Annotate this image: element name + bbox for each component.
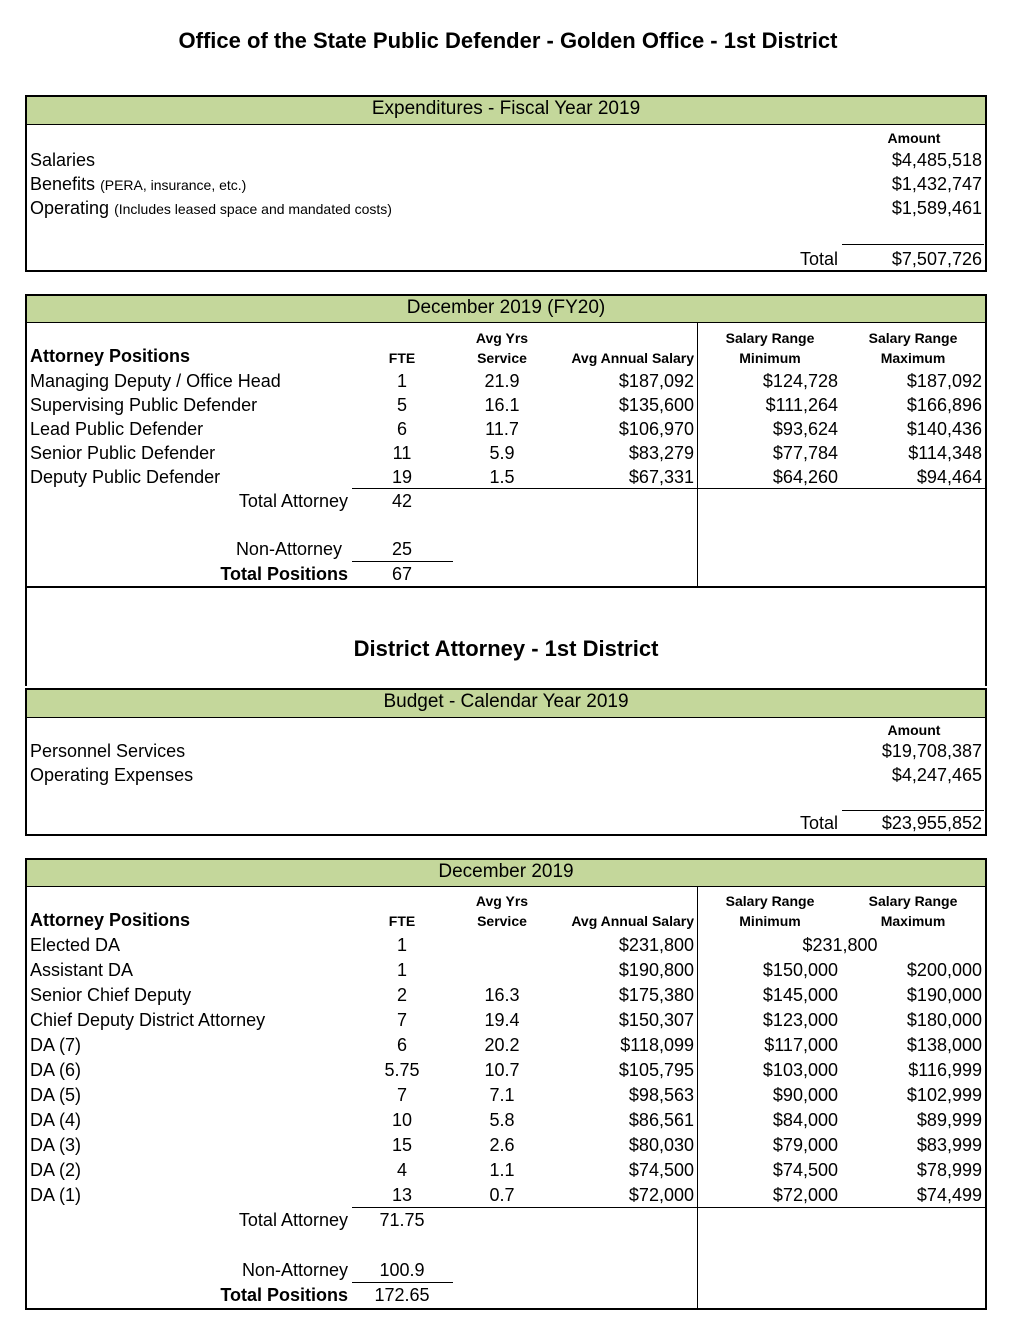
- da-total-attorney-value: 71.75: [379, 1210, 425, 1230]
- position-name: DA (5): [30, 1085, 82, 1105]
- avg-yrs-value: 1.1: [489, 1160, 515, 1180]
- avg-yrs-value: 2.6: [489, 1135, 515, 1155]
- avg-salary-value: $72,000: [628, 1185, 694, 1205]
- osp-non-attorney-label: Non-Attorney: [235, 539, 342, 559]
- osp-hdr-avgyrs-1: Avg Yrs: [475, 330, 529, 346]
- avg-salary-value: $98,563: [628, 1085, 694, 1105]
- osp-exp-amount-operating: $1,589,461: [891, 198, 982, 218]
- position-name: Senior Public Defender: [30, 443, 216, 463]
- position-name: DA (4): [30, 1110, 82, 1130]
- avg-yrs-value: 10.7: [484, 1060, 520, 1080]
- osp-expenditures-banner: Expenditures - Fiscal Year 2019: [27, 97, 985, 124]
- position-name: Supervising Public Defender: [30, 395, 258, 415]
- avg-yrs-value: 11.7: [485, 419, 519, 439]
- salary-max-value: $74,499: [916, 1185, 982, 1205]
- osp-hdr-avg-salary: Avg Annual Salary: [571, 350, 694, 366]
- da-budget-banner: Budget - Calendar Year 2019: [27, 690, 985, 717]
- avg-yrs-value: 5.9: [489, 443, 515, 463]
- da-hdr-max-2: Maximum: [880, 913, 946, 929]
- salary-min-value: $74,500: [772, 1160, 838, 1180]
- avg-salary-value: $105,795: [618, 1060, 694, 1080]
- salary-min-value: $90,000: [772, 1085, 838, 1105]
- osp-exp-operating: [30, 197, 392, 219]
- position-name: DA (2): [30, 1160, 82, 1180]
- salary-min-value: $150,000: [762, 960, 838, 980]
- salary-min-value: $64,260: [772, 467, 838, 487]
- avg-yrs-value: 5.8: [489, 1110, 515, 1130]
- avg-salary-value: $118,099: [620, 1035, 694, 1055]
- salary-min-value: $84,000: [772, 1110, 838, 1130]
- avg-yrs-value: 16.3: [484, 985, 520, 1005]
- avg-salary-value: $86,561: [628, 1110, 694, 1130]
- avg-salary-value: $150,307: [618, 1010, 694, 1030]
- salary-max-value: $102,999: [906, 1085, 982, 1105]
- avg-yrs-value: 1.5: [489, 467, 515, 487]
- osp-hdr-min-2: Minimum: [739, 350, 801, 366]
- avg-yrs-value: 16.1: [484, 395, 520, 415]
- salary-min-value: $117,000: [764, 1035, 838, 1055]
- avg-yrs-value: 0.7: [489, 1185, 515, 1205]
- osp-hdr-avgyrs-2: Service: [477, 350, 527, 366]
- avg-salary-value: $83,279: [628, 443, 694, 463]
- osp-exp-label-salaries: Salaries: [30, 150, 96, 170]
- position-name: Managing Deputy / Office Head: [30, 371, 281, 391]
- salary-min-value: $103,000: [762, 1060, 838, 1080]
- osp-total-attorney-value: 42: [391, 491, 413, 511]
- osp-positions-banner: December 2019 (FY20): [27, 296, 985, 322]
- osp-total-amount: $7,507,726: [891, 249, 982, 269]
- osp-non-attorney-value: 25: [391, 539, 413, 559]
- salary-min-value: $123,000: [762, 1010, 838, 1030]
- fte-value: 2: [396, 985, 407, 1005]
- da-hdr-max-1: Salary Range: [868, 893, 958, 909]
- da-positions-banner: December 2019: [27, 860, 985, 886]
- avg-yrs-value: 7.1: [489, 1085, 515, 1105]
- salary-max-value: $200,000: [906, 960, 982, 980]
- osp-hdr-max-2: Maximum: [880, 350, 946, 366]
- avg-salary-value: $135,600: [618, 395, 694, 415]
- osp-exp-note-benefits: (PERA, insurance, etc.): [100, 177, 247, 193]
- avg-salary-value: $187,092: [618, 371, 694, 391]
- osp-exp-benefits: [30, 173, 246, 195]
- salary-max-value: $140,436: [906, 419, 982, 439]
- salary-min-value: $72,000: [772, 1185, 838, 1205]
- da-total-amount: $23,955,852: [881, 813, 982, 833]
- fte-value: 11: [392, 443, 412, 463]
- da-hdr-avgyrs-2: Service: [477, 913, 527, 929]
- osp-exp-label-benefits: Benefits: [30, 174, 96, 194]
- position-name: Senior Chief Deputy: [30, 985, 192, 1005]
- osp-exp-amount-salaries: $4,485,518: [891, 150, 982, 170]
- page-title: Office of the State Public Defender - Golden Office - 1st District: [178, 28, 838, 53]
- salary-max-value: $190,000: [906, 985, 982, 1005]
- da-hdr-avg-salary: Avg Annual Salary: [571, 913, 694, 929]
- fte-value: 13: [391, 1185, 413, 1205]
- position-name: DA (1): [30, 1185, 82, 1205]
- osp-hdr-positions: Attorney Positions: [30, 346, 191, 366]
- salary-max-value: $187,092: [906, 371, 982, 391]
- da-total-positions-value: 172.65: [374, 1285, 430, 1305]
- fte-value: 6: [396, 419, 407, 439]
- da-non-attorney-label: Non-Attorney: [241, 1260, 348, 1280]
- position-name: Lead Public Defender: [30, 419, 204, 439]
- fte-value: 19: [391, 467, 413, 487]
- da-budget-label-personnel: Personnel Services: [30, 741, 186, 761]
- osp-hdr-max-1: Salary Range: [868, 330, 958, 346]
- fte-value: 1: [396, 371, 407, 391]
- position-name: Chief Deputy District Attorney: [30, 1010, 266, 1030]
- salary-min-value: $93,624: [772, 419, 838, 439]
- salary-min-value: $145,000: [762, 985, 838, 1005]
- position-name: DA (3): [30, 1135, 82, 1155]
- osp-total-positions-label: Total Positions: [220, 564, 348, 584]
- osp-exp-amount-benefits: $1,432,747: [891, 174, 982, 194]
- fte-value: 7: [396, 1010, 407, 1030]
- osp-exp-label-operating: Operating: [30, 198, 110, 218]
- salary-max-value: $138,000: [906, 1035, 982, 1055]
- salary-min-value: $79,000: [772, 1135, 838, 1155]
- da-hdr-min-1: Salary Range: [725, 893, 815, 909]
- avg-salary-value: $80,030: [628, 1135, 694, 1155]
- fte-value: 7: [396, 1085, 407, 1105]
- fte-value: 1: [396, 960, 407, 980]
- osp-amount-header: Amount: [887, 130, 941, 146]
- salary-max-value: $83,999: [916, 1135, 982, 1155]
- da-elected-range: $231,800: [802, 935, 878, 955]
- da-total-positions-label: Total Positions: [220, 1285, 348, 1305]
- fte-value: 1: [396, 935, 407, 955]
- avg-yrs-value: 19.4: [484, 1010, 520, 1030]
- da-hdr-avgyrs-1: Avg Yrs: [475, 893, 529, 909]
- salary-max-value: $89,999: [916, 1110, 982, 1130]
- da-budget-label-operating: Operating Expenses: [30, 765, 194, 785]
- avg-salary-value: $231,800: [618, 935, 694, 955]
- salary-max-value: $180,000: [906, 1010, 982, 1030]
- da-budget-amount-operating: $4,247,465: [891, 765, 982, 785]
- position-name: Deputy Public Defender: [30, 467, 221, 487]
- avg-salary-value: $67,331: [628, 467, 694, 487]
- da-total-attorney-label: Total Attorney: [238, 1210, 348, 1230]
- position-name: DA (6): [30, 1060, 82, 1080]
- osp-total-attorney-label: Total Attorney: [238, 491, 348, 511]
- da-amount-header: Amount: [887, 722, 941, 738]
- fte-value: 5.75: [384, 1060, 420, 1080]
- fte-value: 10: [391, 1110, 413, 1130]
- avg-salary-value: $74,500: [628, 1160, 694, 1180]
- osp-exp-note-operating: (Includes leased space and mandated costs): [114, 201, 392, 217]
- avg-yrs-value: 20.2: [484, 1035, 520, 1055]
- fte-value: 5: [396, 395, 407, 415]
- avg-salary-value: $175,380: [618, 985, 694, 1005]
- osp-total-label: Total: [799, 249, 838, 269]
- position-name: DA (7): [30, 1035, 82, 1055]
- salary-max-value: $78,999: [916, 1160, 982, 1180]
- fte-value: 6: [396, 1035, 407, 1055]
- osp-hdr-fte: FTE: [388, 350, 416, 366]
- osp-total-positions-value: 67: [391, 564, 413, 584]
- position-name: Elected DA: [30, 935, 121, 955]
- salary-min-value: $77,784: [772, 443, 838, 463]
- salary-min-value: $111,264: [765, 395, 838, 415]
- salary-max-value: $94,464: [916, 467, 982, 487]
- da-hdr-fte: FTE: [388, 913, 416, 929]
- avg-yrs-value: 21.9: [484, 371, 520, 391]
- da-budget-amount-personnel: $19,708,387: [881, 741, 982, 761]
- osp-hdr-min-1: Salary Range: [725, 330, 815, 346]
- position-name: Assistant DA: [30, 960, 134, 980]
- salary-min-value: $124,728: [762, 371, 838, 391]
- da-title: District Attorney - 1st District: [353, 636, 659, 661]
- da-total-label: Total: [799, 813, 838, 833]
- avg-salary-value: $106,970: [618, 419, 694, 439]
- da-hdr-positions: Attorney Positions: [30, 910, 191, 930]
- salary-max-value: $114,348: [908, 443, 982, 463]
- fte-value: 15: [391, 1135, 413, 1155]
- avg-salary-value: $190,800: [618, 960, 694, 980]
- salary-max-value: $116,999: [908, 1060, 982, 1080]
- da-non-attorney-value: 100.9: [379, 1260, 425, 1280]
- fte-value: 4: [396, 1160, 407, 1180]
- da-hdr-min-2: Minimum: [739, 913, 801, 929]
- salary-max-value: $166,896: [906, 395, 982, 415]
